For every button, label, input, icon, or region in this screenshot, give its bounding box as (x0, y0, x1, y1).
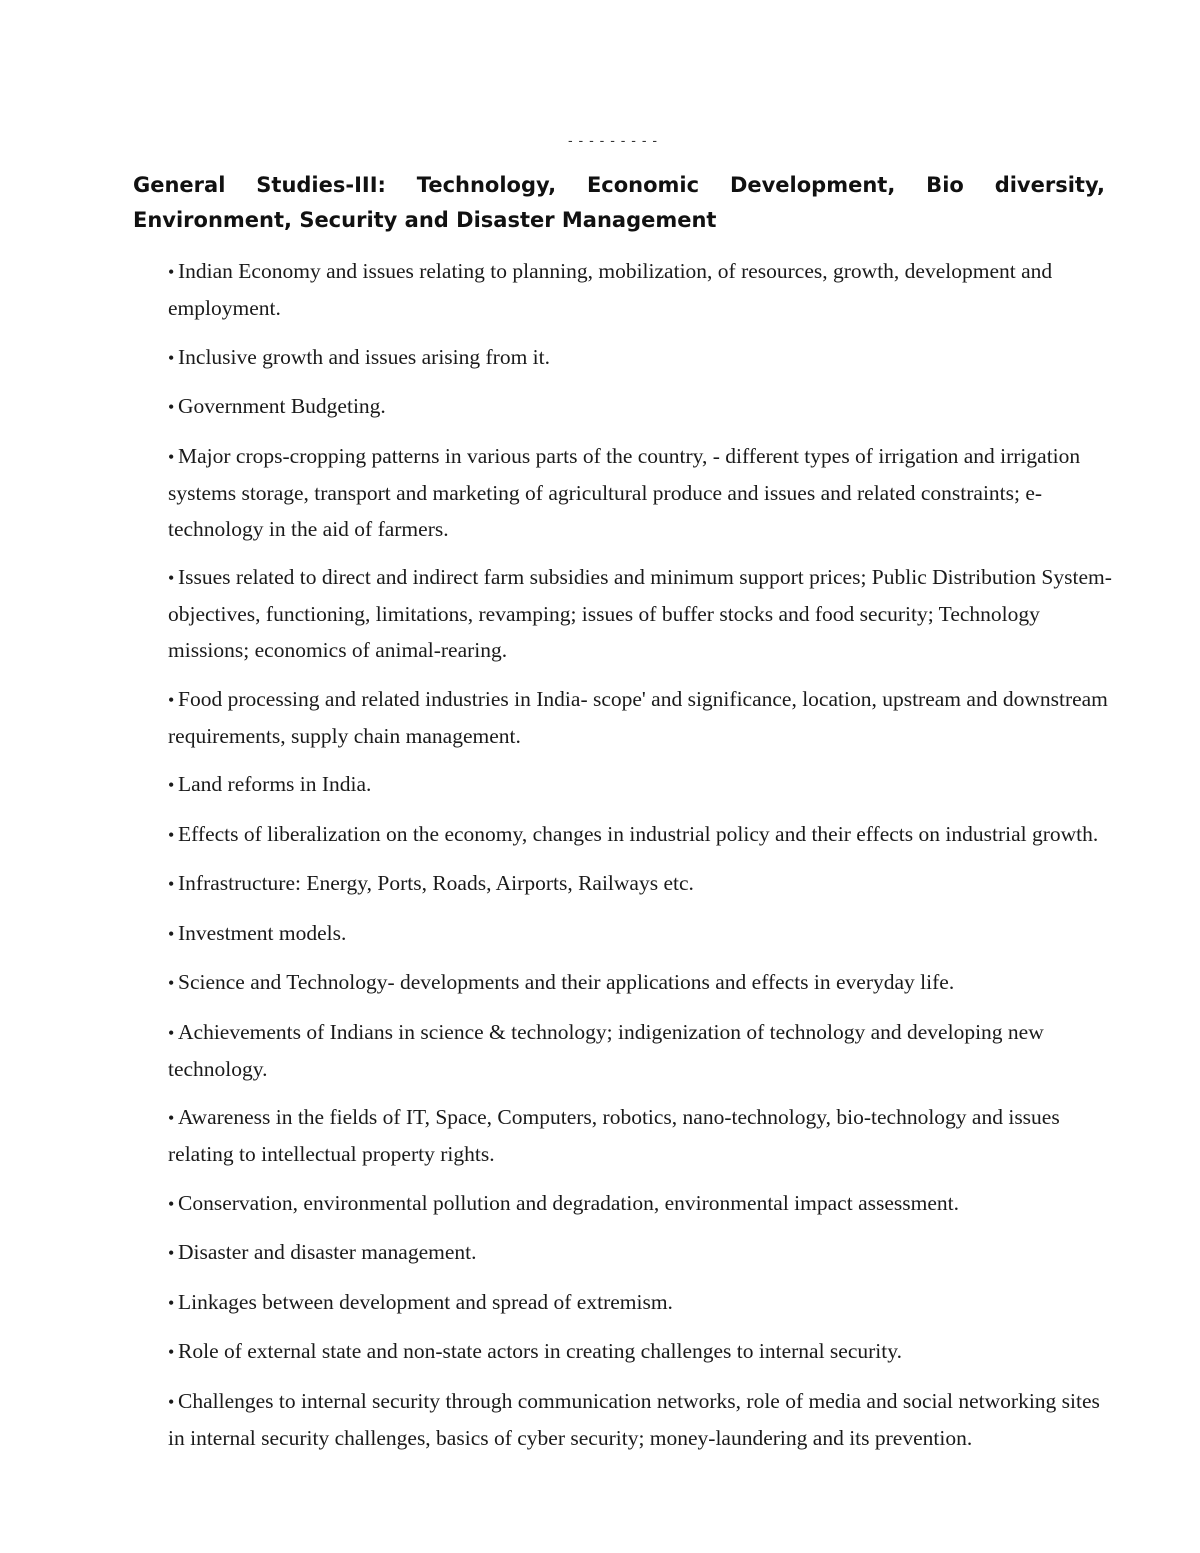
topic-item (168, 915, 1113, 952)
bullet-icon: • (168, 1193, 175, 1214)
bullet-icon: • (168, 1022, 175, 1043)
topic-text: Investment models. (178, 920, 347, 945)
topic-text: Food processing and related industries in India- scope' and significance, location, upstream and downstream requirements, supply chain management. (168, 686, 1108, 748)
bullet-icon: • (168, 923, 175, 944)
topic-text: Indian Economy and issues relating to planning, mobilization, of resources, growth, development and employment. (168, 259, 1053, 320)
section-heading: General Studies-III: Technology, Economic Development, Bio diversity, Environment, Security and Disaster Management (133, 173, 1105, 232)
bullet-icon: • (168, 689, 175, 710)
topic-text: Awareness in the fields of IT, Space, Computers, robotics, nano-technology, bio-technology and issues relating to intellectual property rights. (168, 1105, 1060, 1166)
topic-item (168, 964, 1113, 1001)
topic-item (168, 865, 1113, 902)
bullet-icon: • (168, 874, 175, 894)
bullet-icon: • (168, 1108, 175, 1128)
bullet-icon: • (168, 568, 175, 588)
topic-text: Achievements of Indians in science & technology; indigenization of technology and developing new technology. (168, 1019, 1044, 1081)
topic-text: Effects of liberalization on the economy, changes in industrial policy and their effects on industrial growth. (178, 821, 1099, 846)
topic-item (168, 438, 1113, 547)
topic-text: Infrastructure: Energy, Ports, Roads, Airports, Railways etc. (178, 871, 694, 895)
topic-text: Conservation, environmental pollution and degradation, environmental impact assessment. (178, 1190, 959, 1215)
topic-text: Major crops-cropping patterns in various parts of the country, - different types of irrigation and irrigation systems storage, transport and marketing of agricultural produce and issues and related constraints; e-technology in the aid of farmers. (168, 443, 1081, 541)
topic-item (168, 253, 1113, 326)
topic-text: Linkages between development and spread of extremism. (178, 1289, 673, 1314)
bullet-icon: • (168, 1243, 175, 1263)
topic-text: Government Budgeting. (178, 394, 386, 418)
topic-item (168, 388, 1113, 425)
bullet-icon: • (168, 397, 175, 417)
topic-text: Challenges to internal security through communication networks, role of media and social networking sites in internal security challenges, basics of cyber security; money-laundering and its prevention. (168, 1388, 1100, 1450)
bullet-icon: • (168, 1391, 175, 1412)
topic-text: Issues related to direct and indirect farm subsidies and minimum support prices; Public Distribution System- objectives, functioning, limitations, revamping; issues of buffer stocks and food security; Technology missions; economics of animal-rearing. (168, 565, 1112, 662)
topic-item (168, 1284, 1113, 1321)
page-header-mark: - - - - - - - - - (568, 132, 659, 148)
topic-text: Science and Technology- developments and their applications and effects in everyday life. (178, 970, 955, 994)
bullet-icon: • (168, 775, 175, 795)
bullet-icon: • (168, 347, 175, 368)
bullet-icon: • (168, 1342, 175, 1362)
topic-item (168, 1234, 1113, 1271)
topic-item (168, 766, 1113, 803)
bullet-icon: • (168, 262, 175, 282)
topic-item (168, 816, 1113, 853)
topic-item (168, 339, 1113, 376)
topic-item (168, 1185, 1113, 1222)
topic-text: Disaster and disaster management. (178, 1240, 477, 1264)
bullet-icon: • (168, 973, 175, 993)
bullet-icon: • (168, 446, 175, 467)
bullet-icon: • (168, 824, 175, 845)
topic-item (168, 559, 1113, 668)
topic-text: Land reforms in India. (178, 772, 372, 796)
topic-list (168, 253, 1113, 1468)
topic-text: Inclusive growth and issues arising from it. (178, 344, 551, 369)
topic-item (168, 1383, 1113, 1456)
bullet-icon: • (168, 1292, 175, 1313)
topic-item (168, 1014, 1113, 1087)
topic-text: Role of external state and non-state actors in creating challenges to internal security. (178, 1339, 902, 1363)
topic-item (168, 681, 1113, 754)
topic-item (168, 1333, 1113, 1370)
topic-item (168, 1099, 1113, 1172)
